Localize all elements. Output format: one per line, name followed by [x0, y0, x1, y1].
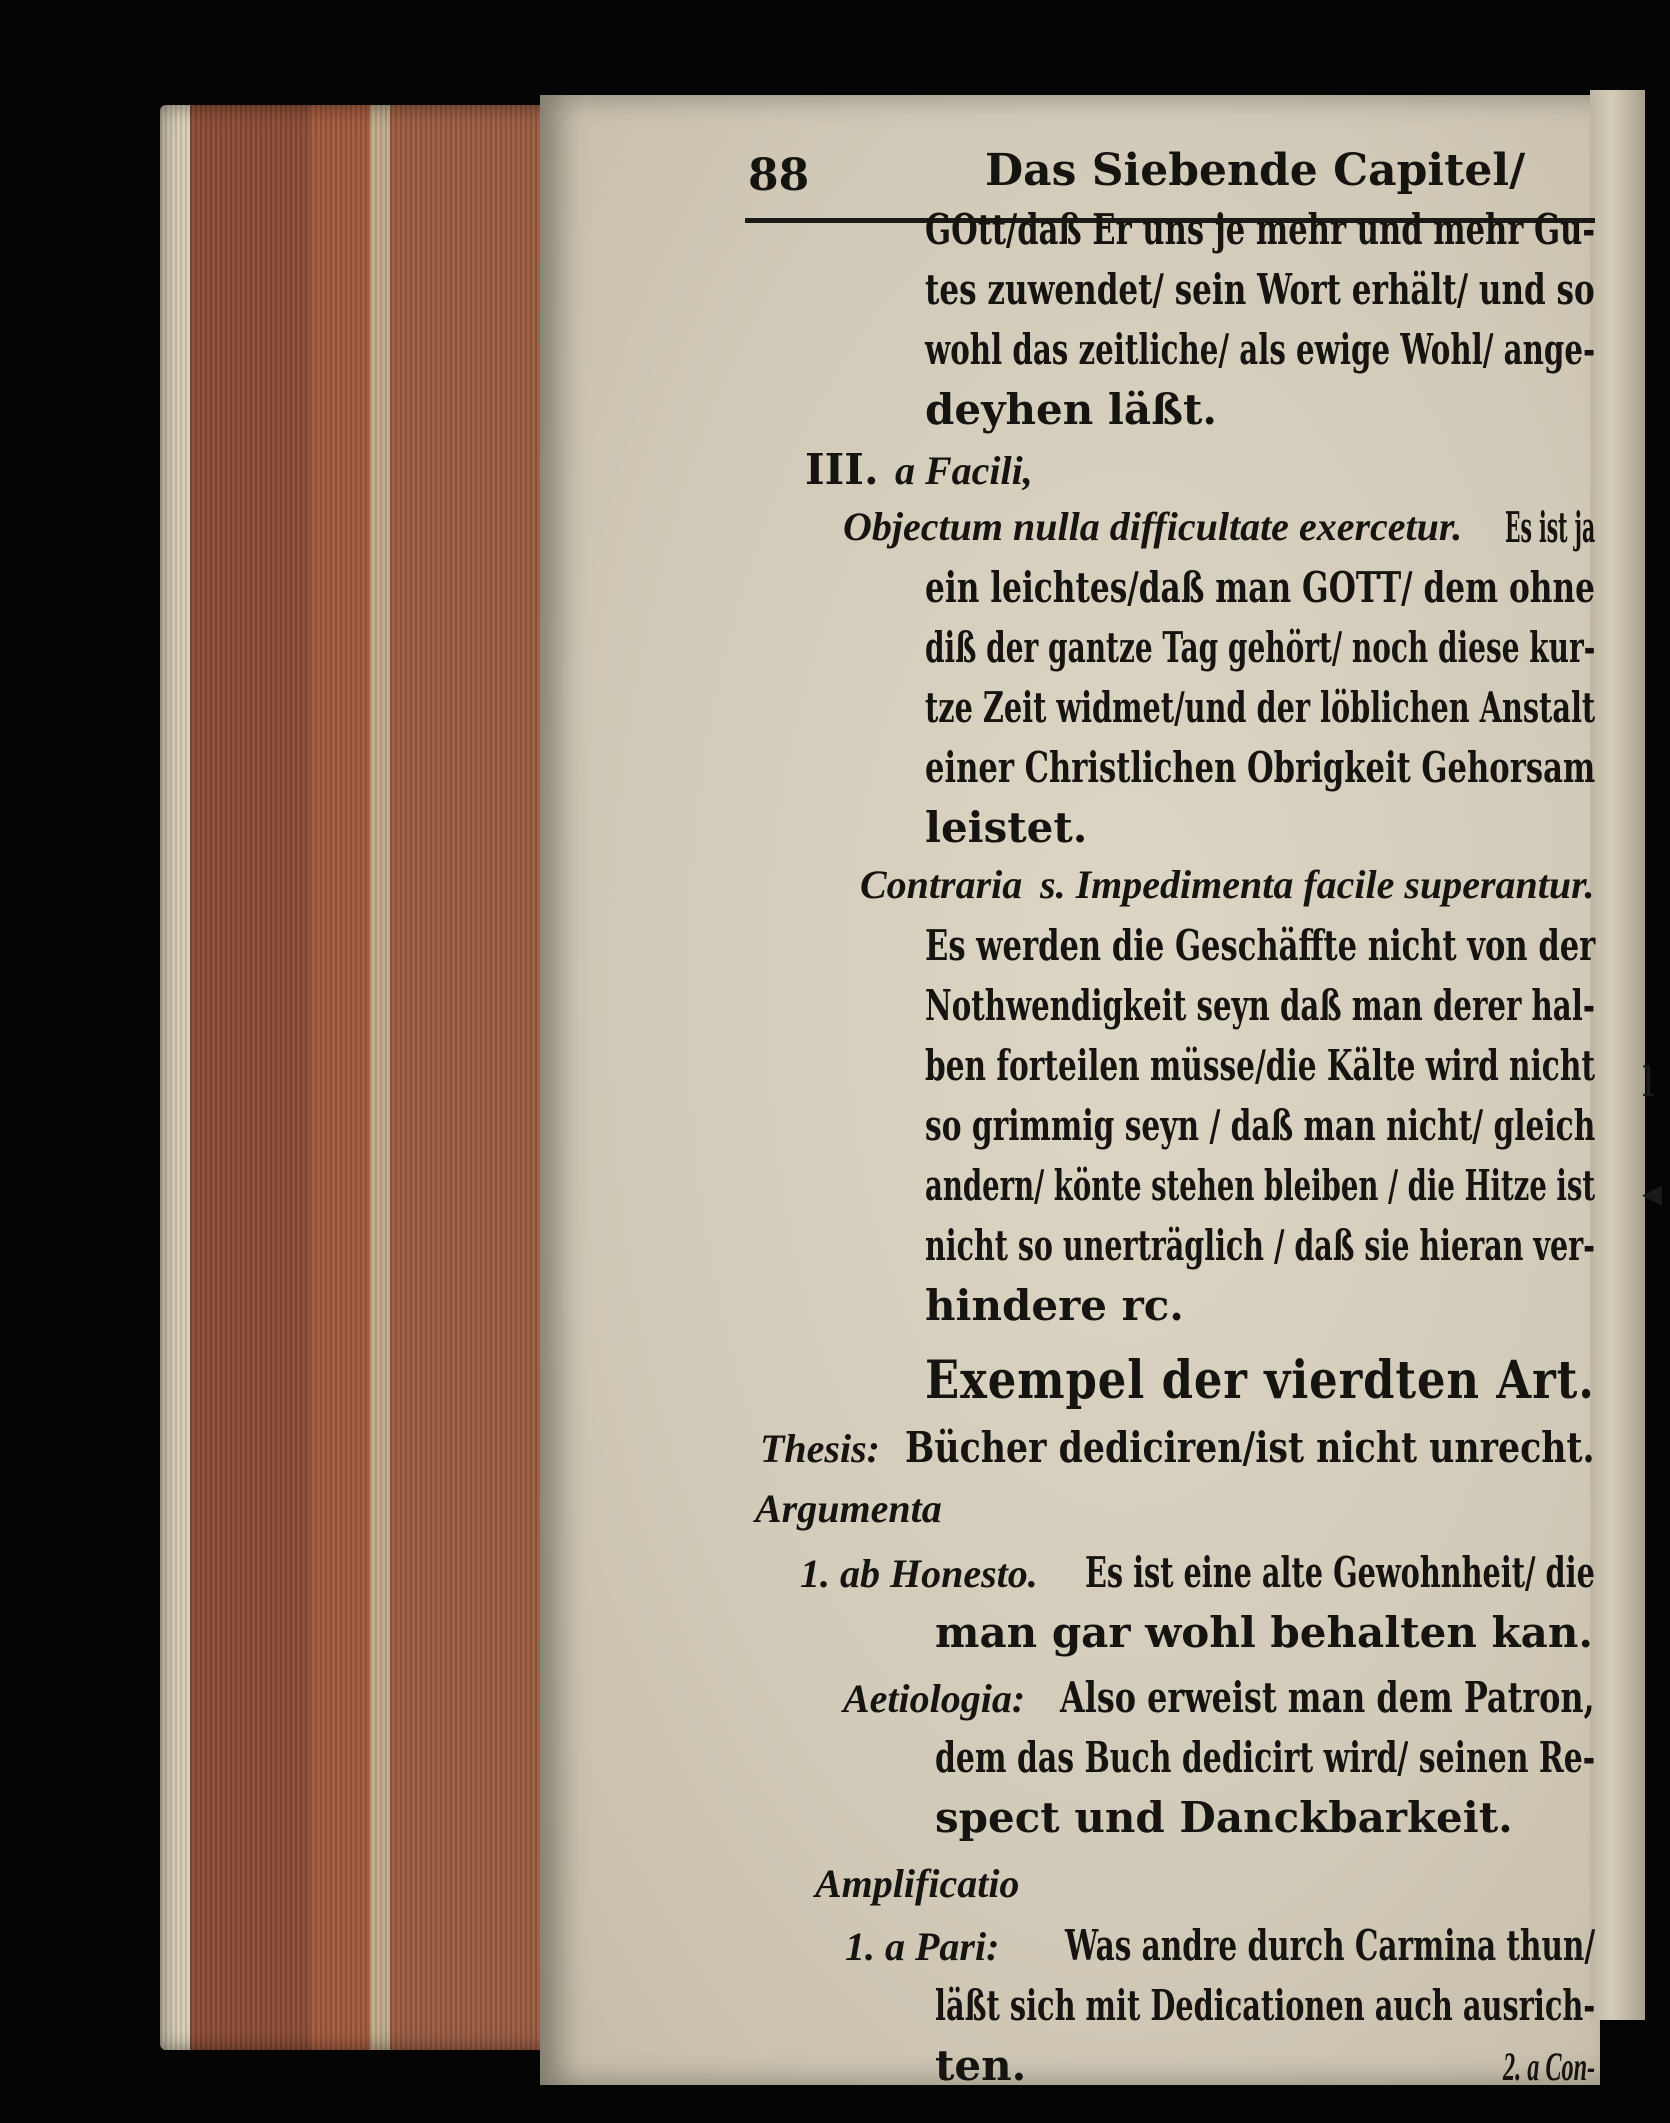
- text-line-l18: nicht so unerträglich / daß sie hieran ver-: [925, 1221, 1595, 1270]
- text-line-l30: läßt sich mit Dedicationen auch ausrich-: [935, 1981, 1596, 2030]
- text-line-l20: Exempel der vierdten Art.: [925, 1350, 1595, 1411]
- text-line-l6b: Es ist ja: [1505, 503, 1596, 552]
- text-line-l19: hindere rc.: [925, 1281, 1184, 1330]
- text-line-l29b: Was andre durch Carmina thun/: [1065, 1921, 1596, 1970]
- text-line-l25b: Also erweist man dem Patron,: [1060, 1673, 1595, 1722]
- text-line-l28: Amplificatio: [815, 1861, 1020, 1906]
- adjacent-page-edge: [1590, 90, 1645, 2020]
- edge-mark-top: l: [1642, 1060, 1655, 1106]
- text-line-l23b: Es ist eine alte Gewohnheit/ die: [1085, 1548, 1595, 1597]
- text-line-l9: tze Zeit widmet/und der löblichen Anstalt: [925, 683, 1596, 732]
- text-line-l1: GOtt/daß Er uns je mehr und mehr Gu-: [925, 205, 1596, 254]
- text-line-l6a: Objectum nulla difficultate exercetur.: [843, 504, 1463, 549]
- text-line-l13: Es werden die Geschäffte nicht von der: [925, 921, 1596, 970]
- text-line-l14: Nothwendigkeit seyn daß man derer hal-: [925, 981, 1595, 1030]
- text-line-l7: ein leichtes/daß man GOTT/ dem ohne: [925, 563, 1595, 612]
- text-line-l2: tes zuwendet/ sein Wort erhält/ und so: [925, 265, 1595, 314]
- text-line-l25a: Aetiologia:: [843, 1676, 1026, 1721]
- text-line-l24: man gar wohl behalten kan.: [935, 1608, 1593, 1657]
- text-line-l8: diß der gantze Tag gehört/ noch diese kur-: [925, 623, 1596, 672]
- page-number: 88: [748, 150, 810, 201]
- text-line-l31a: ten.: [935, 2041, 1027, 2090]
- text-line-l31b: 2. a Con-: [1503, 2044, 1596, 2089]
- text-line-l10: einer Christlichen Obrigkeit Gehorsam: [925, 743, 1596, 792]
- text-line-l12b: s. Impedimenta facile superantur.: [1040, 862, 1595, 907]
- text-line-l5a: III.: [805, 445, 879, 494]
- text-line-l5b: a Facili,: [895, 448, 1033, 493]
- text-line-l17: andern/ könte stehen bleiben / die Hitze ist: [925, 1161, 1596, 1210]
- book-fore-edge: [160, 105, 580, 2050]
- text-line-l16: so grimmig seyn / daß man nicht/ gleich: [925, 1101, 1596, 1150]
- text-line-l26: dem das Buch dedicirt wird/ seinen Re-: [935, 1733, 1596, 1782]
- text-line-l27: spect und Danckbarkeit.: [935, 1793, 1513, 1842]
- text-line-l23a: 1. ab Honesto.: [800, 1551, 1038, 1596]
- text-line-l11: leistet.: [925, 803, 1088, 852]
- text-line-l4: deyhen läßt.: [925, 385, 1218, 434]
- edge-mark-bottom: ◂: [1642, 1170, 1663, 1216]
- text-line-l21b: Bücher dediciren/ist nicht unrecht.: [905, 1423, 1595, 1472]
- text-line-l29a: 1. a Pari:: [845, 1924, 1000, 1969]
- text-line-l22: Argumenta: [755, 1486, 942, 1531]
- running-head: Das Siebende Capitel/: [985, 145, 1526, 196]
- text-line-l3: wohl das zeitliche/ als ewige Wohl/ ange-: [925, 325, 1596, 374]
- text-line-l12a: Contraria: [860, 862, 1023, 907]
- text-line-l15: ben forteilen müsse/die Kälte wird nicht: [925, 1041, 1596, 1090]
- text-line-l21a: Thesis:: [760, 1426, 880, 1471]
